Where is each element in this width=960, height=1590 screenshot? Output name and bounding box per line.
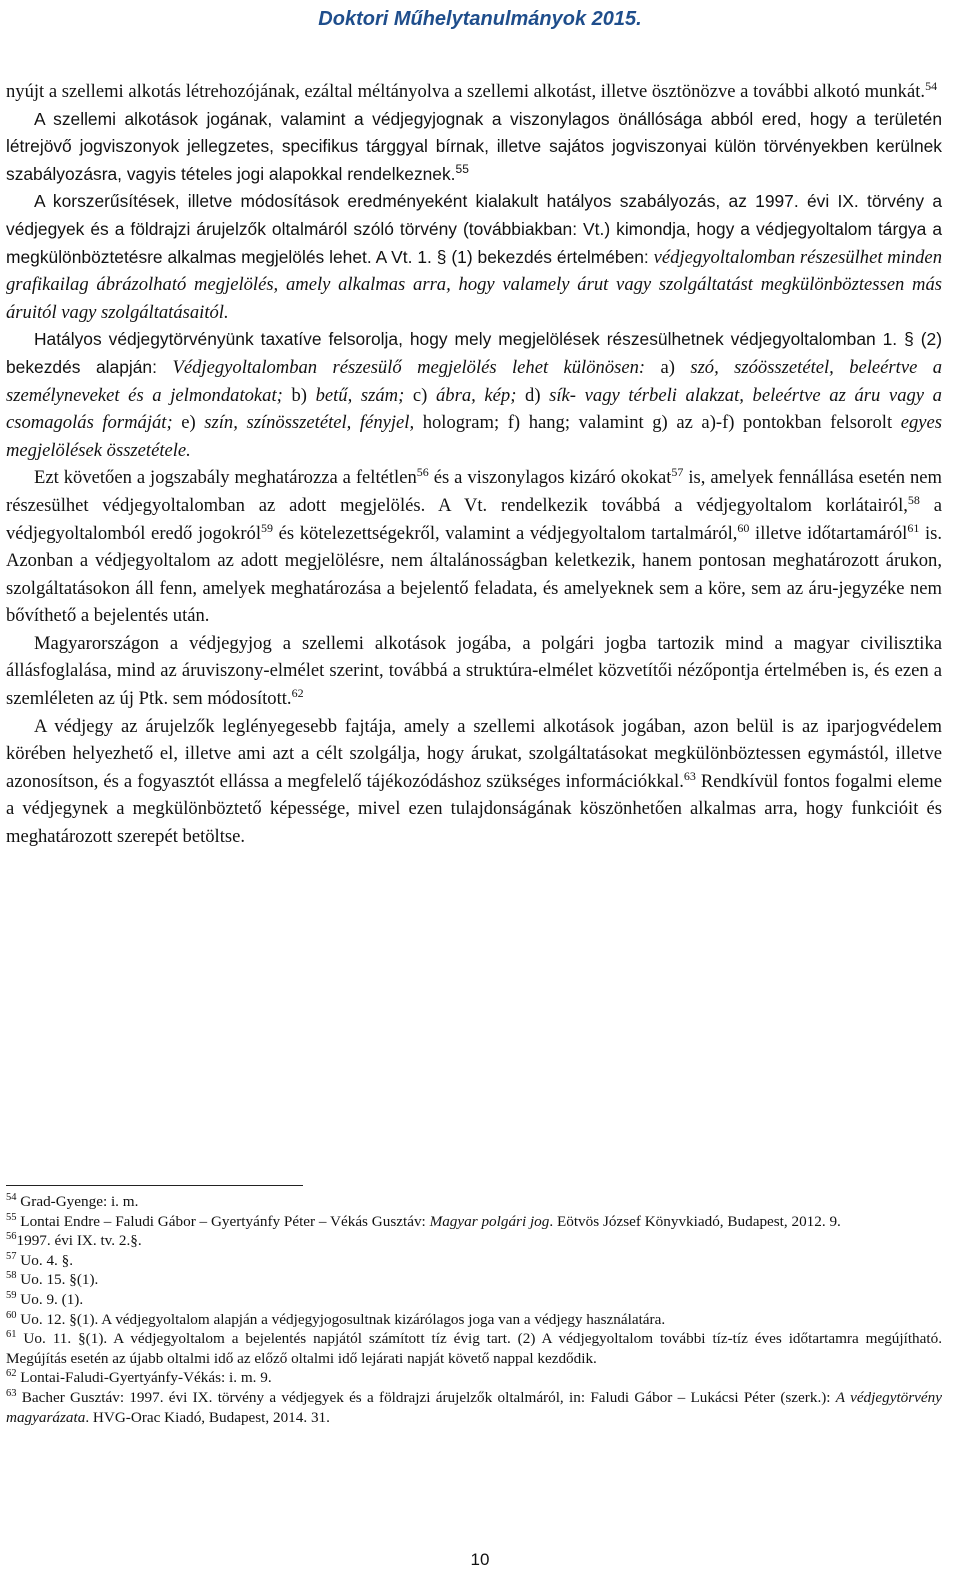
footnote: $^{54}$ Grad-Gyenge: i. m. — [6, 1191, 139, 1210]
footnote: $^{58}$ Uo. 15. §(1). — [6, 1270, 99, 1289]
footnote-ref: 62 — [291, 685, 304, 700]
footnote: $^{56}$1997. évi IX. tv. 2.§. — [6, 1231, 142, 1250]
page-number: 10 — [470, 1550, 490, 1569]
footnote: $^{62}$ Lontai-Faludi-Gyertyánfy-Vékás: i. m. 9. — [6, 1368, 272, 1387]
footnote-ref: 63 — [683, 768, 696, 783]
footnote: $^{55}$ Lontai Endre – Faludi Gábor – Gyertyánfy Péter – Vékás Gusztáv: Magyar polgári jog. Eötvös József Könyvkiadó, Budapest, 2012. 9. — [6, 1211, 841, 1230]
footnotes — [6, 1192, 942, 1427]
footnote-ref: 55 — [455, 161, 469, 176]
footnote-ref: 59 — [261, 520, 273, 535]
footnote: $^{60}$ Uo. 12. §(1). A védjegyoltalom alapján a védjegyjogosultnak kizárólagos joga van a védjegy használatára. — [6, 1309, 666, 1328]
footnote-ref: 57 — [671, 465, 684, 480]
footnote-ref: 58 — [907, 492, 920, 507]
paragraph: nyújt a szellemi alkotás létrehozójának, ezáltal méltányolva a szellemi alkotást, illetve ösztönözve a további alkotó munkát.$^{54}$ — [6, 78, 938, 102]
footnote-separator — [6, 1185, 303, 1186]
footnote: $^{59}$ Uo. 9. (1). — [6, 1289, 84, 1308]
paragraph: Magyarországon a védjegyjog a szellemi alkotások jogába, a polgári jogba tartozik mind a magyar civilisztika állásfoglalása, mind az áruviszony-elmélet szerint, továbbá a struktúra-elmélet közvetítői nézőpontja értelmében is, és ezen a szemléleten az új Ptk. sem módosított.$^{62}$ — [6, 632, 942, 710]
paragraph: Hatályos védjegytörvényünk taxatíve felsorolja, hogy mely megjelölések részesülhetnek védjegyoltalomban 1. § (2) bekezdés alapján: Védjegyoltalomban részesülő megjelölés lehet különösen: a) szó, szóösszetétel, beleértve a személyneveket és a jelmondatokat; b) betű, szám; c) ábra, kép; d) sík- vagy térbeli alakzat, beleértve az áru vagy a csomagolás formáját; e) szín, színösszetétel, fényjel, hologram; f) hang; valamint g) az a)-f) pontokban felsorolt egyes megjelölések összetétele. — [6, 329, 943, 461]
paragraph: A védjegy az árujelzők leglényegesebb fajtája, amely a szellemi alkotások jogában, azon belül is az iparjogvédelem körében helyezhető el, illetve ami azt a célt szolgálja, hogy árukat, szolgáltatásokat megkülönböztessen egymástól, illetve azonosítson, és a fogyasztót ellássa a megfelelő tájékozódáshoz szükséges információkkal.$^{63}$ Rendkívül fontos fogalmi eleme a védjegynek a megkülönböztető képessége, mivel ezen tulajdonságának köszönhetően alkalmas arra, hogy funkcióit és meghatározott szerepét betöltse. — [6, 715, 942, 848]
footnote-ref: 60 — [737, 520, 750, 535]
paragraph: A korszerűsítések, illetve módosítások eredményeként kialakult hatályos szabályozás, az 1997. évi IX. törvény a védjegyek és a földrajzi árujelzők oltalmáról szóló törvény (továbbiakban: Vt.) kimondja, hogy a védjegyoltalom tárgya a megkülönböztetésre alkalmas megjelölés lehet. A Vt. 1. § (1) bekezdés értelmében: védjegyoltalomban részesülhet minden grafikailag ábrázolható megjelölés, amely alkalmas arra, hogy valamely árut vagy szolgáltatást megkülönböztessen más áruitól vagy szolgáltatásaitól. — [6, 191, 942, 323]
footnote: $^{57}$ Uo. 4. §. — [6, 1250, 74, 1269]
footnote-ref: 56 — [416, 465, 429, 480]
main-text — [6, 78, 942, 851]
paragraph: Ezt követően a jogszabály meghatározza a feltétlen$^{56}$ és a viszonylagos kizáró okokat$^{57}$ is, amelyek fennállása esetén nem részesülhet védjegyoltalomban az adott megjelölés. A Vt. rendelkezik továbbá a védjegyoltalom korlátairól,$^{58}$ a védjegyoltalomból eredő jogokról$^{59}$ és kötelezettségekről, valamint a védjegyoltalom tartalmáról,$^{60}$ illetve időtartamáról$^{61}$ is. Azonban a védjegyoltalom az adott megjelölésre, nem általánosságban keletkezik, hanem pontosan meghatározott árukon, szolgáltatásokon áll fenn, amelyek meghatározása a bejelentő feladata, és amelyeknek sem a köre, sem az áru-jegyzéke nem bővíthető a bejelentés után. — [6, 465, 943, 627]
running-header: Doktori Műhelytanulmányok 2015. — [318, 8, 642, 30]
footnote-ref: 54 — [925, 78, 938, 93]
paragraph: A szellemi alkotások jogának, valamint a védjegyjognak a viszonylagos önállósága abból ered, hogy a területén létrejövő jogviszonyok jellegzetes, specifikus tárggyal bírnak, illetve sajátos jogviszonyai külön törvényekben kerülnek szabályozásra, vagyis tételes jogi alapokkal rendelkeznek.$^{55}$ — [6, 108, 942, 184]
footnote: $^{63}$ Bacher Gusztáv: 1997. évi IX. törvény a védjegyek és a földrajzi árujelzők oltalmáról, in: Faludi Gábor – Lukácsi Péter (szerk.): A védjegytörvény magyarázata. HVG-Orac Kiadó, Budapest, 2014. 31. — [6, 1387, 942, 1426]
footnote: $^{61}$ Uo. 11. §(1). A védjegyoltalom a bejelentés napjától számított tíz évig tart. (2) A védjegyoltalom további tíz-tíz éves időtartamra megújítható. Megújítás esetén az újabb oltalmi idő az előző oltalmi idő lejárati napját követő nappal kezdődik. — [6, 1329, 942, 1367]
footnote-ref: 61 — [907, 520, 920, 535]
